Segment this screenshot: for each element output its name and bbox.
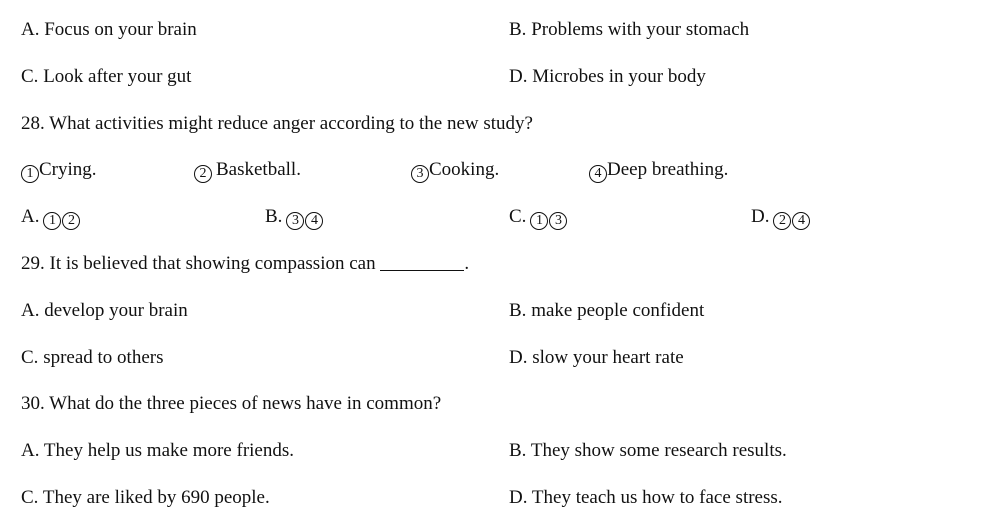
option-text: They are liked by 690 people. bbox=[42, 487, 270, 508]
q28-option-c[interactable] bbox=[509, 202, 567, 232]
circled-number-2: 2 bbox=[194, 165, 212, 183]
circled-number: 2 bbox=[773, 212, 791, 230]
q29-option-c[interactable] bbox=[21, 343, 164, 373]
q29-option-d[interactable] bbox=[509, 343, 684, 373]
q27-option-a[interactable] bbox=[21, 15, 197, 45]
q28-options-row bbox=[0, 202, 986, 232]
q30-option-b[interactable] bbox=[509, 436, 787, 466]
q28-items-row bbox=[0, 155, 986, 185]
option-letter: B. bbox=[509, 19, 527, 40]
option-text: They help us make more friends. bbox=[43, 440, 294, 461]
q27-options-row-2 bbox=[0, 62, 986, 92]
circled-number: 1 bbox=[530, 212, 548, 230]
q28-question-row bbox=[0, 109, 986, 139]
option-letter: B. bbox=[265, 206, 283, 227]
option-text: Problems with your stomach bbox=[531, 19, 750, 40]
item-text: Deep breathing. bbox=[607, 159, 729, 180]
q30-options-row-1 bbox=[0, 436, 986, 466]
option-letter: A. bbox=[21, 206, 40, 227]
item-text: Crying. bbox=[39, 159, 97, 180]
option-letter: D. bbox=[509, 487, 528, 508]
item-text: Cooking. bbox=[429, 159, 500, 180]
option-letter: C. bbox=[21, 347, 39, 368]
q30-option-c[interactable] bbox=[21, 483, 270, 513]
q29-option-a[interactable] bbox=[21, 296, 188, 326]
option-text: develop your brain bbox=[44, 300, 188, 321]
circled-number: 3 bbox=[549, 212, 567, 230]
q30-option-d[interactable] bbox=[509, 483, 783, 513]
q28-item-2 bbox=[194, 155, 301, 185]
q28-item-4 bbox=[589, 155, 728, 185]
option-letter: D. bbox=[751, 206, 770, 227]
option-letter: B. bbox=[509, 300, 527, 321]
option-letter: B. bbox=[509, 440, 527, 461]
q28-item-3 bbox=[411, 155, 499, 185]
q27-option-d[interactable] bbox=[509, 62, 706, 92]
q30-options-row-2 bbox=[0, 483, 986, 513]
q29-question-text: 29. It is believed that showing compassion can bbox=[21, 253, 376, 274]
q27-options-row-1 bbox=[0, 15, 986, 45]
option-text: make people confident bbox=[531, 300, 705, 321]
q29-option-b[interactable] bbox=[509, 296, 704, 326]
option-letter: C. bbox=[21, 66, 39, 87]
circled-number: 1 bbox=[43, 212, 61, 230]
option-text: They teach us how to face stress. bbox=[531, 487, 783, 508]
circled-number: 3 bbox=[286, 212, 304, 230]
q30-option-a[interactable] bbox=[21, 436, 294, 466]
option-text: They show some research results. bbox=[530, 440, 787, 461]
circled-number: 4 bbox=[792, 212, 810, 230]
option-text: Microbes in your body bbox=[532, 66, 706, 87]
option-letter: A. bbox=[21, 300, 40, 321]
circled-number: 4 bbox=[305, 212, 323, 230]
q30-question-row bbox=[0, 389, 986, 419]
circled-number: 2 bbox=[62, 212, 80, 230]
option-text: Focus on your brain bbox=[44, 19, 197, 40]
q29-question-row bbox=[0, 249, 986, 279]
option-letter: C. bbox=[21, 487, 39, 508]
q29-question bbox=[21, 249, 469, 279]
circled-number-1: 1 bbox=[21, 165, 39, 183]
option-letter: A. bbox=[21, 440, 40, 461]
q29-options-row-2 bbox=[0, 343, 986, 373]
q28-option-a[interactable] bbox=[21, 202, 80, 232]
q27-option-c[interactable] bbox=[21, 62, 191, 92]
item-text: Basketball. bbox=[216, 159, 301, 180]
q28-question: 28. What activities might reduce anger according to the new study? bbox=[21, 113, 533, 134]
option-letter: C. bbox=[509, 206, 527, 227]
q28-item-1 bbox=[21, 155, 97, 185]
q28-option-d[interactable] bbox=[751, 202, 810, 232]
q29-question-end: . bbox=[464, 253, 470, 274]
q30-question: 30. What do the three pieces of news have in common? bbox=[21, 393, 442, 414]
option-text: slow your heart rate bbox=[532, 347, 684, 368]
q29-options-row-1 bbox=[0, 296, 986, 326]
circled-number-3: 3 bbox=[411, 165, 429, 183]
option-letter: A. bbox=[21, 19, 40, 40]
q28-option-b[interactable] bbox=[265, 202, 323, 232]
circled-number-4: 4 bbox=[589, 165, 607, 183]
option-text: Look after your gut bbox=[43, 66, 192, 87]
option-letter: D. bbox=[509, 347, 528, 368]
option-letter: D. bbox=[509, 66, 528, 87]
q27-option-b[interactable] bbox=[509, 15, 749, 45]
answer-blank[interactable] bbox=[380, 252, 464, 271]
option-text: spread to others bbox=[43, 347, 164, 368]
